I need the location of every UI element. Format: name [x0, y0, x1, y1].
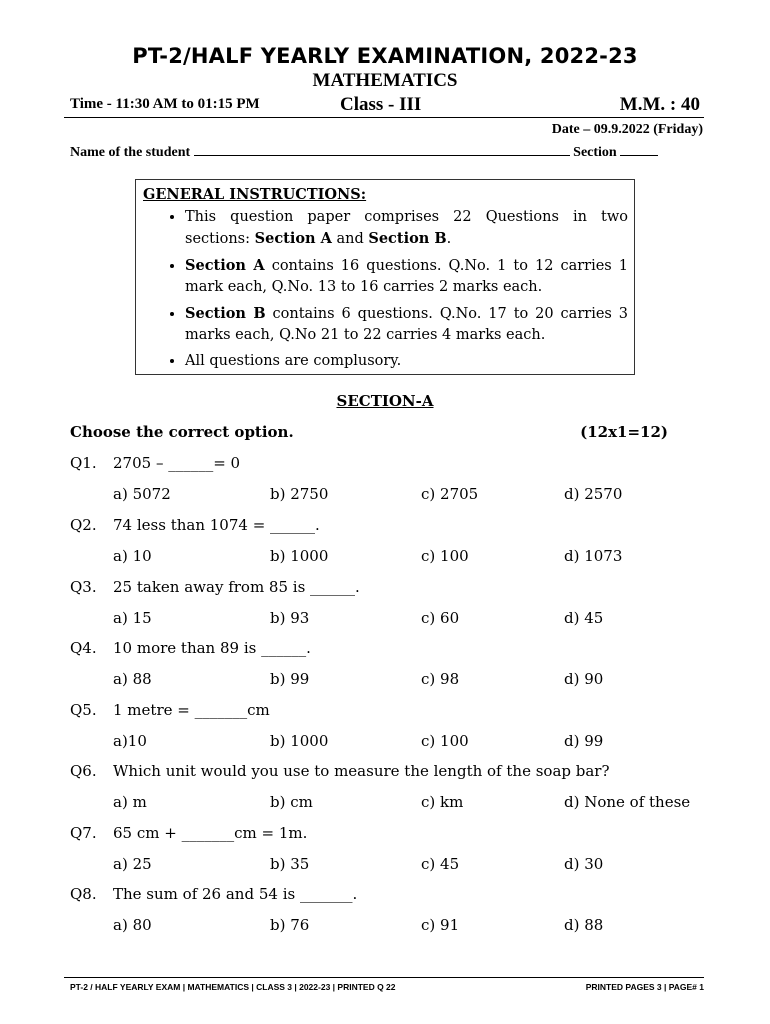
exam-title: PT-2/HALF YEARLY EXAMINATION, 2022-23	[132, 44, 638, 68]
name-blank[interactable]	[194, 143, 570, 156]
option-b[interactable]: b) 1000	[270, 732, 329, 750]
option-d[interactable]: d) 45	[564, 609, 604, 627]
section-a-instruction: Choose the correct option.	[70, 423, 294, 441]
section-blank[interactable]	[620, 143, 658, 156]
section-a-instruction-row	[70, 423, 668, 441]
option-a[interactable]: a) 5072	[113, 485, 171, 503]
question-text: Which unit would you use to measure the length of the soap bar?	[113, 762, 610, 780]
option-a[interactable]: a) 88	[113, 670, 152, 688]
option-c[interactable]: c) km	[421, 793, 464, 811]
question-text: 74 less than 1074 = ______.	[113, 516, 320, 534]
question-number: Q3.	[70, 578, 97, 596]
option-a[interactable]: a)10	[113, 732, 147, 750]
option-a[interactable]: a) 15	[113, 609, 152, 627]
option-c[interactable]: c) 45	[421, 855, 460, 873]
option-c[interactable]: c) 60	[421, 609, 460, 627]
option-c[interactable]: c) 100	[421, 547, 469, 565]
instructions-heading: GENERAL INSTRUCTIONS:	[143, 186, 367, 203]
option-a[interactable]: a) 10	[113, 547, 152, 565]
instructions-list	[143, 207, 628, 372]
question-number: Q1.	[70, 454, 97, 472]
name-label: Name of the student	[70, 145, 191, 160]
option-b[interactable]: b) 1000	[270, 547, 329, 565]
question-text: 1 metre = _______cm	[113, 701, 270, 719]
option-b[interactable]: b) 35	[270, 855, 310, 873]
exam-class: Class - III	[340, 94, 422, 115]
option-b[interactable]: b) 93	[270, 609, 310, 627]
instruction-item: • Section A contains 16 questions. Q.No. 1 to 12 carries 1 mark each, Q.No. 13 to 16 carries 2 marks each.	[185, 255, 628, 298]
option-c[interactable]: c) 2705	[421, 485, 479, 503]
option-d[interactable]: d) 1073	[564, 547, 623, 565]
section-a-heading: SECTION-A	[336, 392, 434, 410]
option-b[interactable]: b) 76	[270, 916, 310, 934]
option-c[interactable]: c) 91	[421, 916, 460, 934]
question-number: Q4.	[70, 639, 97, 657]
footer-right: PRINTED PAGES 3 | PAGE# 1	[585, 982, 704, 992]
max-marks: M.M. : 40	[619, 94, 700, 115]
exam-time: Time - 11:30 AM to 01:15 PM	[70, 96, 260, 112]
section-a-marks: (12x1=12)	[580, 423, 668, 441]
question-text: 2705 – ______= 0	[113, 454, 241, 472]
option-a[interactable]: a) m	[113, 793, 147, 811]
option-b[interactable]: b) 2750	[270, 485, 329, 503]
footer-divider	[64, 977, 704, 978]
instruction-item: • This question paper comprises 22 Questions in two sections: Section A and Section B.	[185, 207, 628, 250]
question-number: Q8.	[70, 885, 97, 903]
question-text: 25 taken away from 85 is ______.	[113, 578, 360, 596]
section-label: Section	[573, 145, 617, 160]
option-a[interactable]: a) 25	[113, 855, 152, 873]
option-d[interactable]: d) 99	[564, 732, 604, 750]
page-footer	[70, 982, 704, 996]
question-text: 65 cm + _______cm = 1m.	[113, 824, 308, 842]
option-d[interactable]: d) 2570	[564, 485, 623, 503]
instruction-item: • All questions are complusory.	[185, 351, 628, 372]
option-c[interactable]: c) 98	[421, 670, 460, 688]
option-d[interactable]: d) None of these	[564, 793, 691, 811]
option-c[interactable]: c) 100	[421, 732, 469, 750]
question-number: Q6.	[70, 762, 97, 780]
question-number: Q2.	[70, 516, 97, 534]
option-d[interactable]: d) 88	[564, 916, 604, 934]
option-b[interactable]: b) cm	[270, 793, 313, 811]
question-number: Q5.	[70, 701, 97, 719]
option-b[interactable]: b) 99	[270, 670, 310, 688]
exam-meta-row	[70, 94, 700, 118]
instruction-item: • Section B contains 6 questions. Q.No. 17 to 20 carries 3 marks each, Q.No 21 to 22 carries 4 marks each.	[185, 303, 628, 346]
option-d[interactable]: d) 90	[564, 670, 604, 688]
exam-date: Date – 09.9.2022 (Friday)	[551, 122, 703, 137]
question-number: Q7.	[70, 824, 97, 842]
general-instructions-box	[135, 179, 635, 375]
footer-left: PT-2 / HALF YEARLY EXAM | MATHEMATICS | CLASS 3 | 2022-23 | PRINTED Q 22	[70, 982, 396, 992]
question-text: The sum of 26 and 54 is _______.	[113, 885, 358, 903]
subject-title: MATHEMATICS	[312, 70, 458, 91]
header-divider	[64, 117, 704, 118]
option-d[interactable]: d) 30	[564, 855, 604, 873]
question-text: 10 more than 89 is ______.	[113, 639, 311, 657]
student-name-line	[70, 143, 658, 161]
option-a[interactable]: a) 80	[113, 916, 152, 934]
